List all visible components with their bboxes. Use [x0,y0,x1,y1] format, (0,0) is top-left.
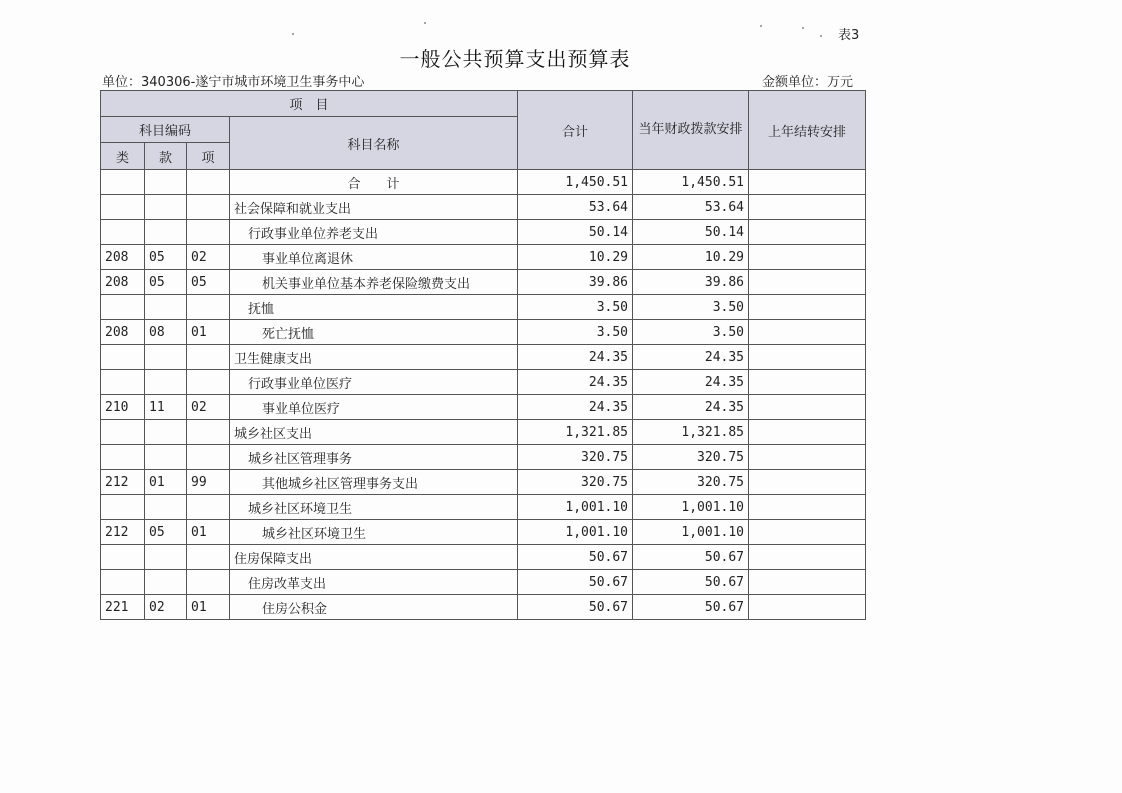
scan-speck [760,25,762,27]
entry-code-cell [187,370,230,395]
subject-name-cell: 事业单位离退休 [230,245,518,270]
total-amount-cell: 1,001.10 [518,495,633,520]
subject-name-cell: 合 计 [230,170,518,195]
category-code-cell [101,170,145,195]
subject-name-cell: 事业单位医疗 [230,395,518,420]
header-total: 合计 [518,91,633,170]
last-year-amount-cell [749,295,866,320]
entry-code-cell [187,445,230,470]
entry-code-cell [187,545,230,570]
budget-table [100,90,866,620]
category-code-cell: 208 [101,245,145,270]
category-code-cell: 212 [101,520,145,545]
subject-name-cell: 住房公积金 [230,595,518,620]
total-amount-cell: 24.35 [518,345,633,370]
total-amount-cell: 1,321.85 [518,420,633,445]
category-code-cell: 212 [101,470,145,495]
last-year-amount-cell [749,470,866,495]
total-amount-cell: 50.14 [518,220,633,245]
last-year-amount-cell [749,420,866,445]
entry-code-cell: 02 [187,245,230,270]
current-year-amount-cell: 3.50 [633,320,749,345]
subject-name-cell: 住房改革支出 [230,570,518,595]
entry-code-cell [187,295,230,320]
table-row [101,595,866,620]
table-row [101,545,866,570]
section-code-cell [145,420,187,445]
category-code-cell [101,370,145,395]
last-year-amount-cell [749,520,866,545]
header-current-year: 当年财政拨款安排 [633,91,749,170]
current-year-amount-cell: 3.50 [633,295,749,320]
header-subject-name: 科目名称 [230,117,518,170]
last-year-amount-cell [749,320,866,345]
last-year-amount-cell [749,220,866,245]
table-row [101,395,866,420]
section-code-cell [145,345,187,370]
scan-speck [820,35,822,37]
total-amount-cell: 10.29 [518,245,633,270]
total-amount-cell: 50.67 [518,595,633,620]
page-title: 一般公共预算支出预算表 [399,47,631,71]
header-section: 款 [145,143,187,170]
section-code-cell: 05 [145,270,187,295]
subject-name-cell: 社会保障和就业支出 [230,195,518,220]
header-entry: 项 [187,143,230,170]
category-code-cell: 208 [101,320,145,345]
subject-name-cell: 其他城乡社区管理事务支出 [230,470,518,495]
current-year-amount-cell: 24.35 [633,345,749,370]
entry-code-cell [187,570,230,595]
section-code-cell: 02 [145,595,187,620]
category-code-cell [101,420,145,445]
category-code-cell: 221 [101,595,145,620]
entry-code-cell [187,495,230,520]
current-year-amount-cell: 1,001.10 [633,495,749,520]
current-year-amount-cell: 24.35 [633,370,749,395]
total-amount-cell: 53.64 [518,195,633,220]
table-number: 表3 [838,28,860,43]
current-year-amount-cell: 39.86 [633,270,749,295]
current-year-amount-cell: 24.35 [633,395,749,420]
current-year-amount-cell: 320.75 [633,445,749,470]
entry-code-cell: 02 [187,395,230,420]
section-code-cell: 05 [145,520,187,545]
scan-speck [802,27,804,29]
current-year-amount-cell: 50.14 [633,220,749,245]
table-body [101,170,866,620]
unit-label: 单位：340306-遂宁市城市环境卫生事务中心 [102,75,365,90]
current-year-amount-cell: 50.67 [633,570,749,595]
total-amount-cell: 24.35 [518,395,633,420]
total-amount-cell: 320.75 [518,445,633,470]
section-code-cell: 01 [145,470,187,495]
category-code-cell [101,195,145,220]
last-year-amount-cell [749,270,866,295]
subject-name-cell: 住房保障支出 [230,545,518,570]
table-row [101,320,866,345]
table-row [101,345,866,370]
category-code-cell [101,495,145,520]
table-row [101,495,866,520]
header-category: 类 [101,143,145,170]
header-item: 项 目 [101,91,518,117]
current-year-amount-cell: 1,450.51 [633,170,749,195]
current-year-amount-cell: 10.29 [633,245,749,270]
category-code-cell: 208 [101,270,145,295]
category-code-cell [101,345,145,370]
table-row [101,170,866,195]
last-year-amount-cell [749,445,866,470]
subject-name-cell: 卫生健康支出 [230,345,518,370]
section-code-cell [145,445,187,470]
subject-name-cell: 抚恤 [230,295,518,320]
table-row [101,470,866,495]
section-code-cell [145,495,187,520]
table-row [101,520,866,545]
total-amount-cell: 24.35 [518,370,633,395]
section-code-cell [145,170,187,195]
entry-code-cell: 05 [187,270,230,295]
last-year-amount-cell [749,395,866,420]
total-amount-cell: 39.86 [518,270,633,295]
category-code-cell [101,445,145,470]
total-amount-cell: 1,001.10 [518,520,633,545]
category-code-cell [101,545,145,570]
section-code-cell: 08 [145,320,187,345]
last-year-amount-cell [749,595,866,620]
table-row [101,270,866,295]
table-row [101,445,866,470]
subject-name-cell: 行政事业单位医疗 [230,370,518,395]
section-code-cell [145,195,187,220]
total-amount-cell: 3.50 [518,295,633,320]
table-row [101,220,866,245]
subject-name-cell: 行政事业单位养老支出 [230,220,518,245]
last-year-amount-cell [749,370,866,395]
header-last-year: 上年结转安排 [749,91,866,170]
last-year-amount-cell [749,495,866,520]
section-code-cell: 11 [145,395,187,420]
scan-speck [424,22,426,24]
entry-code-cell [187,170,230,195]
section-code-cell [145,545,187,570]
table-row [101,570,866,595]
entry-code-cell [187,420,230,445]
entry-code-cell [187,220,230,245]
current-year-amount-cell: 1,001.10 [633,520,749,545]
total-amount-cell: 320.75 [518,470,633,495]
current-year-amount-cell: 53.64 [633,195,749,220]
subject-name-cell: 机关事业单位基本养老保险缴费支出 [230,270,518,295]
current-year-amount-cell: 320.75 [633,470,749,495]
subject-name-cell: 城乡社区环境卫生 [230,520,518,545]
total-amount-cell: 3.50 [518,320,633,345]
category-code-cell [101,570,145,595]
subject-name-cell: 城乡社区支出 [230,420,518,445]
total-amount-cell: 1,450.51 [518,170,633,195]
entry-code-cell: 01 [187,595,230,620]
current-year-amount-cell: 50.67 [633,545,749,570]
section-code-cell [145,370,187,395]
entry-code-cell: 01 [187,520,230,545]
current-year-amount-cell: 1,321.85 [633,420,749,445]
last-year-amount-cell [749,345,866,370]
table-row [101,420,866,445]
entry-code-cell [187,195,230,220]
entry-code-cell: 01 [187,320,230,345]
amount-unit-label: 金额单位：万元 [762,75,854,90]
table-row [101,195,866,220]
section-code-cell: 05 [145,245,187,270]
table-row [101,370,866,395]
subject-name-cell: 城乡社区管理事务 [230,445,518,470]
last-year-amount-cell [749,245,866,270]
last-year-amount-cell [749,195,866,220]
entry-code-cell [187,345,230,370]
entry-code-cell: 99 [187,470,230,495]
subject-name-cell: 城乡社区环境卫生 [230,495,518,520]
current-year-amount-cell: 50.67 [633,595,749,620]
table-row [101,245,866,270]
total-amount-cell: 50.67 [518,545,633,570]
category-code-cell [101,295,145,320]
subject-name-cell: 死亡抚恤 [230,320,518,345]
section-code-cell [145,295,187,320]
section-code-cell [145,570,187,595]
category-code-cell: 210 [101,395,145,420]
table-row [101,295,866,320]
total-amount-cell: 50.67 [518,570,633,595]
category-code-cell [101,220,145,245]
header-subject-code: 科目编码 [101,117,230,143]
scan-speck [292,33,294,35]
section-code-cell [145,220,187,245]
last-year-amount-cell [749,570,866,595]
last-year-amount-cell [749,170,866,195]
last-year-amount-cell [749,545,866,570]
